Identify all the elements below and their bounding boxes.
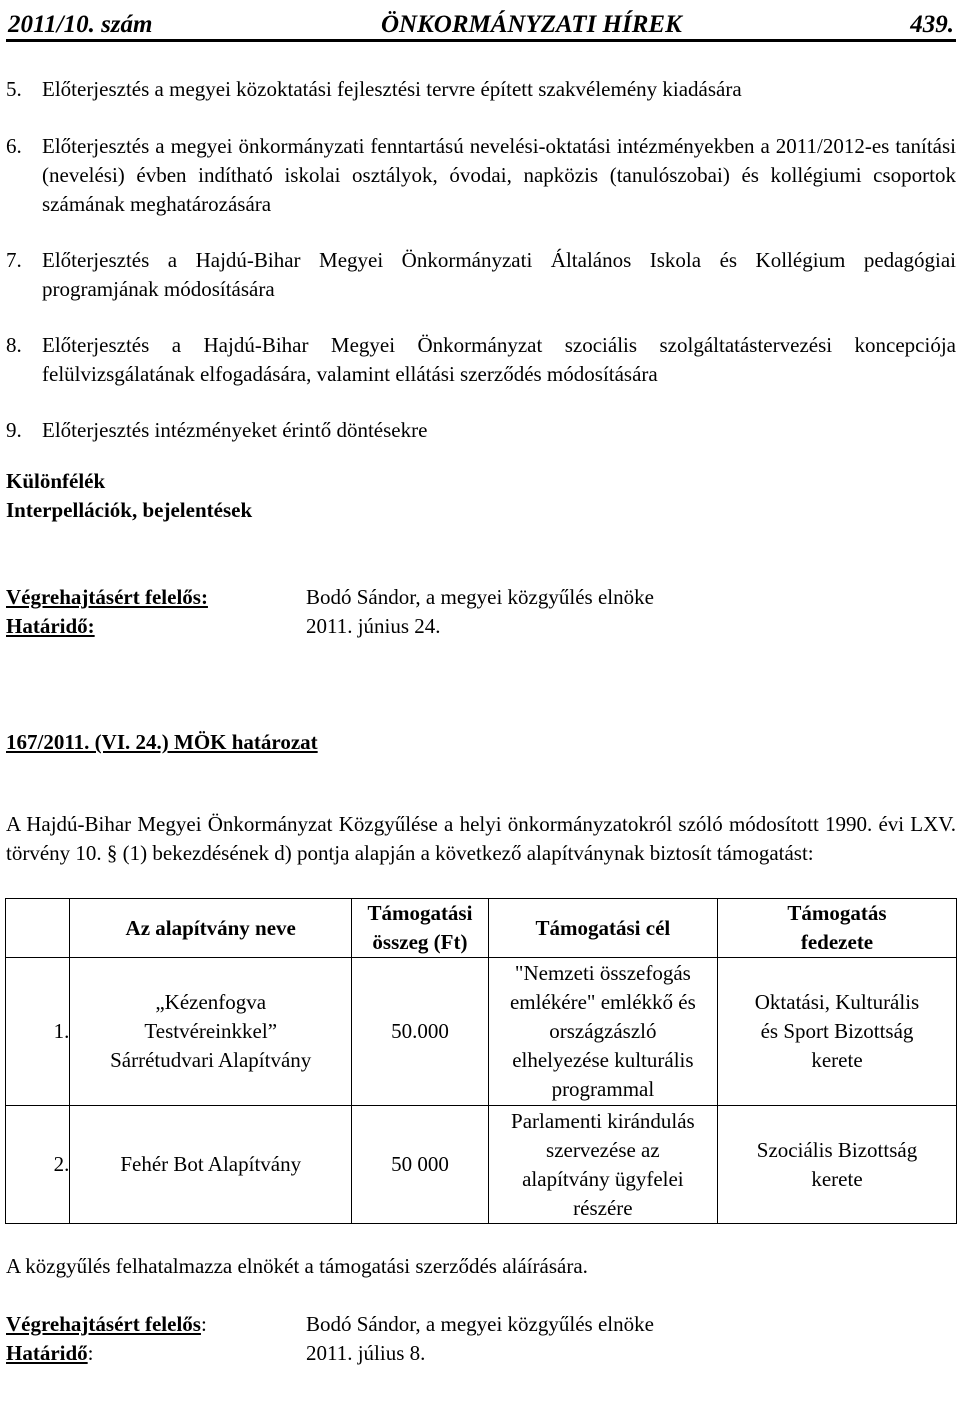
name-line: Fehér Bot Alapítvány: [120, 1152, 302, 1176]
agenda-item-9: [6, 416, 956, 445]
fund-line: kerete: [811, 1048, 863, 1072]
agenda-text: Előterjesztés a megyei önkormányzati fenntartású nevelési-oktatási intézményekben a 2011/2012-es tanítási (nevelési) évben indítható iskolai osztályok, óvodai, napközis (tanulószobai) és kollégiumi csoportok számának meghatározására: [42, 134, 956, 216]
name-line: „Kézenfogva: [155, 990, 267, 1014]
goal-line: programmal: [551, 1077, 655, 1101]
header-cell-fund: [718, 899, 957, 958]
support-amount: 50.000: [352, 958, 489, 1106]
colon: :: [200, 1312, 207, 1336]
deadline-label-text: Határidő: [6, 1341, 88, 1365]
deadline-value-2: 2011. július 8.: [306, 1341, 426, 1365]
goal-line: alapítvány ügyfelei: [522, 1166, 684, 1191]
agenda-item-5: [6, 75, 956, 104]
document-page: [6, 0, 956, 1368]
resolution-title: 167/2011. (VI. 24.) MÖK határozat: [6, 730, 318, 754]
issue-number: 2011/10. szám: [8, 11, 153, 38]
goal-line: részére: [573, 1195, 633, 1220]
responsible-row-2: [6, 1310, 956, 1339]
support-fund: [718, 1106, 957, 1224]
deadline-row-2: [6, 1339, 956, 1368]
header-cell-number: [6, 899, 70, 958]
deadline-label: Határidő:: [6, 614, 95, 638]
agenda-number: 7.: [6, 248, 22, 272]
header-cell-name: Az alapítvány neve: [70, 899, 352, 958]
fund-line: kerete: [811, 1166, 863, 1191]
foundation-name: [70, 958, 352, 1106]
closing-statement: A közgyűlés felhatalmazza elnökét a támogatási szerződés aláírására.: [6, 1254, 588, 1278]
table-row: [6, 958, 957, 1106]
agenda-item-6: [6, 132, 956, 219]
colon: :: [87, 1341, 94, 1365]
agenda-text: Előterjesztés intézményeket érintő döntésekre: [42, 418, 428, 442]
deadline-row: [6, 612, 956, 641]
agenda-text: Előterjesztés a megyei közoktatási fejlesztési tervre épített szakvélemény kiadására: [42, 77, 742, 101]
page-number: 439.: [910, 11, 954, 38]
responsible-label-text: Végrehajtásért felelős: [6, 1312, 201, 1336]
fund-line: Szociális Bizottság: [756, 1137, 918, 1162]
support-goal: [488, 1106, 717, 1224]
support-table: [5, 898, 957, 1224]
responsible-value: Bodó Sándor, a megyei közgyűlés elnöke: [306, 585, 654, 609]
agenda-text: Előterjesztés a Hajdú-Bihar Megyei Önkormányzati Általános Iskola és Kollégium pedagógiai programjának módosítására: [42, 248, 956, 301]
header-sum-line: Támogatási: [367, 901, 473, 925]
publication-title: ÖNKORMÁNYZATI HÍREK: [380, 11, 682, 38]
table-row: [6, 1106, 957, 1224]
fund-line: Oktatási, Kulturális: [754, 990, 920, 1014]
interpellations-heading: Interpellációk, bejelentések: [6, 498, 253, 522]
row-number: 1.: [6, 958, 70, 1106]
agenda-item-8: [6, 331, 956, 389]
foundation-name: [70, 1106, 352, 1224]
goal-line: elhelyezése kulturális: [512, 1048, 694, 1072]
support-amount: 50 000: [352, 1106, 489, 1224]
name-line: Sárrétudvari Alapítvány: [110, 1048, 312, 1072]
agenda-number: 9.: [6, 418, 22, 442]
goal-line: országzászló: [549, 1019, 657, 1043]
support-goal: [488, 958, 717, 1106]
header-cell-goal: Támogatási cél: [488, 899, 717, 958]
agenda-number: 6.: [6, 134, 22, 158]
misc-heading: Különfélék: [6, 469, 106, 493]
header-fund-line: Támogatás: [787, 901, 887, 925]
support-fund: [718, 958, 957, 1106]
agenda-text: Előterjesztés a Hajdú-Bihar Megyei Önkormányzat szociális szolgáltatástervezési koncepciója felülvizsgálatának elfogadására, valamint ellátási szerződés módosítására: [42, 333, 956, 386]
responsible-row: [6, 583, 956, 612]
agenda-number: 5.: [6, 77, 22, 101]
agenda-item-7: [6, 246, 956, 304]
goal-line: emlékére" emlékkő és: [509, 990, 696, 1014]
deadline-value: 2011. június 24.: [306, 614, 441, 638]
fund-line: és Sport Bizottság: [760, 1019, 914, 1043]
deadline-label-2: [6, 1339, 306, 1368]
responsible-label-2: [6, 1310, 306, 1339]
goal-line: szervezése az: [546, 1137, 660, 1162]
goal-line: "Nemzeti összefogás: [514, 961, 691, 985]
page-header: [6, 0, 956, 42]
resolution-intro: A Hajdú-Bihar Megyei Önkormányzat Közgyűlése a helyi önkormányzatokról szóló módosított 1990. évi LXV. törvény 10. § (1) bekezdésének d) pontja alapján a következő alapítványnak biztosít támogatást:: [6, 812, 956, 865]
goal-line: Parlamenti kirándulás: [511, 1108, 695, 1133]
responsible-value-2: Bodó Sándor, a megyei közgyűlés elnöke: [306, 1312, 654, 1336]
agenda-number: 8.: [6, 333, 22, 357]
row-number: 2.: [6, 1106, 70, 1224]
name-line: Testvéreinkkel”: [144, 1019, 278, 1043]
header-fund-line: fedezete: [800, 930, 874, 954]
table-header-row: [6, 899, 957, 958]
responsible-label: Végrehajtásért felelős:: [6, 585, 208, 609]
header-cell-sum: [352, 899, 489, 958]
header-sum-line: összeg (Ft): [372, 930, 468, 954]
